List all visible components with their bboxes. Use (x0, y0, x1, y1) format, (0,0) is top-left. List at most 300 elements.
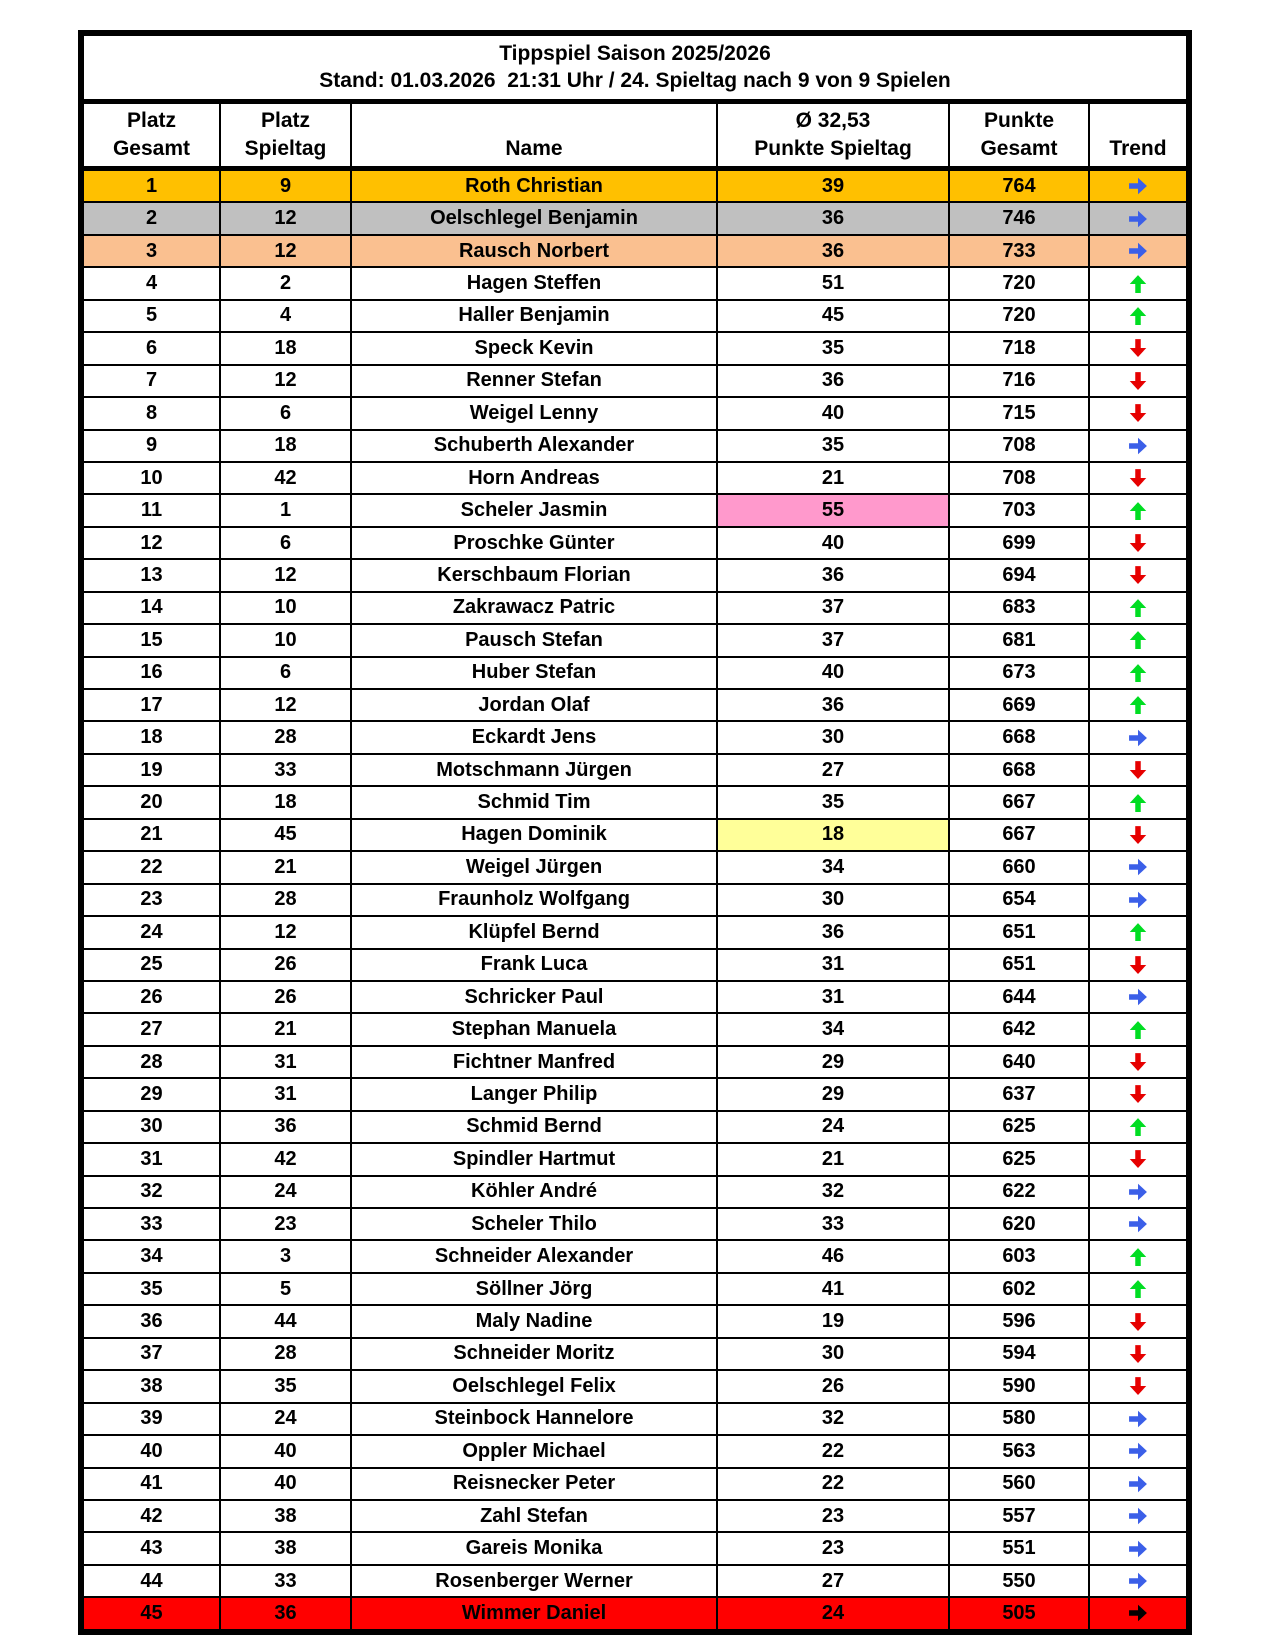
cell-punkte-spieltag: 36 (718, 560, 950, 590)
status-line: Stand: 01.03.2026 21:31 Uhr / 24. Spieltag nach 9 von 9 Spielen (319, 69, 951, 92)
cell-punkte-spieltag: 35 (718, 431, 950, 461)
table-row (84, 755, 1186, 787)
trend-up-arrow-icon (1127, 303, 1149, 329)
cell-platz-spieltag: 40 (221, 1436, 352, 1466)
trend-down-arrow-icon (1127, 335, 1149, 361)
cell-platz-gesamt: 44 (84, 1566, 221, 1596)
trend-down-arrow-icon (1127, 757, 1149, 783)
cell-platz-spieltag: 2 (221, 268, 352, 298)
cell-punkte-gesamt: 708 (950, 431, 1090, 461)
table-row (84, 463, 1186, 495)
cell-name: Hagen Dominik (352, 820, 718, 850)
table-body (84, 171, 1186, 1629)
cell-platz-gesamt: 1 (84, 171, 221, 201)
cell-punkte-gesamt: 602 (950, 1274, 1090, 1304)
cell-punkte-spieltag: 24 (718, 1598, 950, 1628)
cell-punkte-spieltag: 40 (718, 658, 950, 688)
cell-trend (1090, 268, 1186, 298)
cell-platz-spieltag: 36 (221, 1112, 352, 1142)
cell-trend (1090, 1144, 1186, 1174)
cell-punkte-spieltag: 32 (718, 1404, 950, 1434)
table-row (84, 787, 1186, 819)
cell-platz-spieltag: 38 (221, 1501, 352, 1531)
cell-platz-gesamt: 33 (84, 1209, 221, 1239)
cell-platz-spieltag: 5 (221, 1274, 352, 1304)
cell-name: Söllner Jörg (352, 1274, 718, 1304)
cell-name: Maly Nadine (352, 1306, 718, 1336)
cell-punkte-gesamt: 580 (950, 1404, 1090, 1434)
cell-trend (1090, 1598, 1186, 1628)
cell-punkte-gesamt: 668 (950, 722, 1090, 752)
cell-platz-gesamt: 36 (84, 1306, 221, 1336)
trend-up-arrow-icon (1127, 271, 1149, 297)
table-row (84, 885, 1186, 917)
cell-punkte-spieltag: 37 (718, 625, 950, 655)
table-row (84, 1306, 1186, 1338)
cell-punkte-spieltag: 37 (718, 593, 950, 623)
cell-punkte-spieltag: 36 (718, 203, 950, 233)
table-row (84, 1274, 1186, 1306)
cell-punkte-gesamt: 746 (950, 203, 1090, 233)
cell-platz-spieltag: 12 (221, 917, 352, 947)
cell-trend (1090, 593, 1186, 623)
cell-platz-gesamt: 3 (84, 236, 221, 266)
cell-platz-gesamt: 15 (84, 625, 221, 655)
table-row (84, 1469, 1186, 1501)
cell-platz-spieltag: 9 (221, 171, 352, 201)
cell-name: Haller Benjamin (352, 301, 718, 331)
trend-down-arrow-icon (1127, 1146, 1149, 1172)
cell-platz-spieltag: 26 (221, 950, 352, 980)
trend-up-arrow-icon (1127, 1276, 1149, 1302)
cell-name: Gareis Monika (352, 1533, 718, 1563)
trend-right-arrow-icon (1125, 1602, 1151, 1624)
cell-punkte-spieltag: 30 (718, 885, 950, 915)
cell-punkte-gesamt: 720 (950, 301, 1090, 331)
cell-platz-gesamt: 42 (84, 1501, 221, 1531)
cell-platz-spieltag: 31 (221, 1047, 352, 1077)
trend-right-arrow-icon (1125, 240, 1151, 262)
cell-platz-gesamt: 27 (84, 1014, 221, 1044)
cell-platz-spieltag: 45 (221, 820, 352, 850)
trend-up-arrow-icon (1127, 498, 1149, 524)
trend-down-arrow-icon (1127, 1081, 1149, 1107)
trend-right-arrow-icon (1125, 986, 1151, 1008)
cell-trend (1090, 1371, 1186, 1401)
cell-platz-spieltag: 23 (221, 1209, 352, 1239)
cell-platz-spieltag: 42 (221, 463, 352, 493)
column-header-trend: Trend (1109, 137, 1167, 160)
cell-platz-spieltag: 31 (221, 1079, 352, 1109)
cell-punkte-spieltag: 45 (718, 301, 950, 331)
cell-platz-spieltag: 4 (221, 301, 352, 331)
cell-name: Zakrawacz Patric (352, 593, 718, 623)
cell-name: Proschke Günter (352, 528, 718, 558)
cell-name: Horn Andreas (352, 463, 718, 493)
table-row (84, 1371, 1186, 1403)
cell-punkte-gesamt: 699 (950, 528, 1090, 558)
cell-punkte-spieltag: 22 (718, 1436, 950, 1466)
cell-platz-gesamt: 20 (84, 787, 221, 817)
cell-punkte-spieltag: 31 (718, 950, 950, 980)
cell-punkte-gesamt: 668 (950, 755, 1090, 785)
table-row (84, 658, 1186, 690)
cell-punkte-gesamt: 694 (950, 560, 1090, 590)
cell-platz-gesamt: 9 (84, 431, 221, 461)
cell-trend (1090, 1404, 1186, 1434)
trend-down-arrow-icon (1127, 400, 1149, 426)
table-row (84, 625, 1186, 657)
cell-platz-gesamt: 17 (84, 690, 221, 720)
cell-punkte-spieltag: 34 (718, 1014, 950, 1044)
trend-right-arrow-icon (1125, 1570, 1151, 1592)
cell-platz-gesamt: 5 (84, 301, 221, 331)
cell-punkte-gesamt: 703 (950, 495, 1090, 525)
cell-trend (1090, 528, 1186, 558)
cell-trend (1090, 1566, 1186, 1596)
cell-name: Reisnecker Peter (352, 1469, 718, 1499)
cell-punkte-gesamt: 557 (950, 1501, 1090, 1531)
trend-up-arrow-icon (1127, 627, 1149, 653)
cell-punkte-spieltag: 30 (718, 1339, 950, 1369)
trend-up-arrow-icon (1127, 790, 1149, 816)
table-row (84, 1209, 1186, 1241)
cell-platz-gesamt: 4 (84, 268, 221, 298)
cell-platz-spieltag: 24 (221, 1177, 352, 1207)
cell-trend (1090, 1112, 1186, 1142)
cell-name: Schmid Bernd (352, 1112, 718, 1142)
cell-punkte-spieltag: 39 (718, 171, 950, 201)
cell-punkte-spieltag: 36 (718, 236, 950, 266)
trend-down-arrow-icon (1127, 368, 1149, 394)
cell-platz-gesamt: 25 (84, 950, 221, 980)
cell-punkte-spieltag: 36 (718, 917, 950, 947)
table-row (84, 171, 1186, 203)
cell-name: Langer Philip (352, 1079, 718, 1109)
table-row (84, 1436, 1186, 1468)
trend-up-arrow-icon (1127, 1114, 1149, 1140)
cell-platz-spieltag: 36 (221, 1598, 352, 1628)
cell-punkte-gesamt: 642 (950, 1014, 1090, 1044)
cell-platz-gesamt: 16 (84, 658, 221, 688)
cell-platz-gesamt: 6 (84, 333, 221, 363)
cell-trend (1090, 1469, 1186, 1499)
table-row (84, 950, 1186, 982)
cell-punkte-gesamt: 718 (950, 333, 1090, 363)
cell-platz-gesamt: 39 (84, 1404, 221, 1434)
cell-punkte-gesamt: 716 (950, 366, 1090, 396)
cell-trend (1090, 560, 1186, 590)
cell-punkte-spieltag: 29 (718, 1047, 950, 1077)
cell-punkte-gesamt: 596 (950, 1306, 1090, 1336)
cell-punkte-spieltag: 21 (718, 1144, 950, 1174)
page-title: Tippspiel Saison 2025/2026 (499, 42, 771, 65)
cell-punkte-gesamt: 625 (950, 1144, 1090, 1174)
cell-name: Scheler Jasmin (352, 495, 718, 525)
column-header-platz-gesamt: Platz Gesamt (84, 104, 221, 166)
trend-up-arrow-icon (1127, 1017, 1149, 1043)
cell-name: Rosenberger Werner (352, 1566, 718, 1596)
table-row (84, 528, 1186, 560)
cell-punkte-gesamt: 620 (950, 1209, 1090, 1239)
cell-punkte-gesamt: 505 (950, 1598, 1090, 1628)
cell-trend (1090, 366, 1186, 396)
table-row (84, 495, 1186, 527)
cell-trend (1090, 1436, 1186, 1466)
table-row (84, 1404, 1186, 1436)
trend-down-arrow-icon (1127, 1309, 1149, 1335)
table-row (84, 1047, 1186, 1079)
cell-punkte-spieltag: 23 (718, 1501, 950, 1531)
trend-down-arrow-icon (1127, 465, 1149, 491)
cell-platz-gesamt: 2 (84, 203, 221, 233)
table-row (84, 593, 1186, 625)
cell-punkte-spieltag: 27 (718, 755, 950, 785)
cell-platz-gesamt: 12 (84, 528, 221, 558)
cell-platz-spieltag: 21 (221, 1014, 352, 1044)
cell-punkte-spieltag: 26 (718, 1371, 950, 1401)
table-row (84, 366, 1186, 398)
table-row (84, 431, 1186, 463)
cell-punkte-spieltag: 27 (718, 1566, 950, 1596)
cell-platz-gesamt: 18 (84, 722, 221, 752)
trend-right-arrow-icon (1125, 175, 1151, 197)
cell-name: Kerschbaum Florian (352, 560, 718, 590)
trend-right-arrow-icon (1125, 1213, 1151, 1235)
trend-down-arrow-icon (1127, 1373, 1149, 1399)
trend-down-arrow-icon (1127, 562, 1149, 588)
cell-trend (1090, 1533, 1186, 1563)
table-row (84, 301, 1186, 333)
trend-right-arrow-icon (1125, 435, 1151, 457)
cell-name: Pausch Stefan (352, 625, 718, 655)
trend-right-arrow-icon (1125, 1408, 1151, 1430)
table-row (84, 560, 1186, 592)
trend-right-arrow-icon (1125, 1505, 1151, 1527)
cell-platz-spieltag: 12 (221, 236, 352, 266)
cell-platz-gesamt: 40 (84, 1436, 221, 1466)
table-row (84, 820, 1186, 852)
cell-platz-gesamt: 22 (84, 852, 221, 882)
cell-trend (1090, 690, 1186, 720)
cell-platz-gesamt: 21 (84, 820, 221, 850)
cell-punkte-gesamt: 681 (950, 625, 1090, 655)
cell-name: Schuberth Alexander (352, 431, 718, 461)
cell-punkte-spieltag: 22 (718, 1469, 950, 1499)
cell-name: Weigel Lenny (352, 398, 718, 428)
cell-platz-gesamt: 26 (84, 982, 221, 1012)
cell-punkte-spieltag: 18 (718, 820, 950, 850)
cell-trend (1090, 1339, 1186, 1369)
cell-punkte-gesamt: 644 (950, 982, 1090, 1012)
table-row (84, 1501, 1186, 1533)
cell-punkte-spieltag: 40 (718, 528, 950, 558)
cell-punkte-spieltag: 51 (718, 268, 950, 298)
cell-punkte-spieltag: 35 (718, 333, 950, 363)
table-row (84, 1598, 1186, 1628)
table-row (84, 1112, 1186, 1144)
table-row (84, 690, 1186, 722)
table-row (84, 1339, 1186, 1371)
trend-right-arrow-icon (1125, 1440, 1151, 1462)
cell-platz-spieltag: 18 (221, 431, 352, 461)
cell-name: Schneider Moritz (352, 1339, 718, 1369)
cell-platz-spieltag: 3 (221, 1241, 352, 1271)
cell-name: Wimmer Daniel (352, 1598, 718, 1628)
cell-platz-spieltag: 18 (221, 787, 352, 817)
cell-trend (1090, 1306, 1186, 1336)
cell-punkte-gesamt: 550 (950, 1566, 1090, 1596)
column-header-punkte-spieltag: Ø 32,53 Punkte Spieltag (718, 104, 950, 166)
cell-trend (1090, 1241, 1186, 1271)
table-row (84, 1177, 1186, 1209)
table-row (84, 236, 1186, 268)
cell-platz-gesamt: 38 (84, 1371, 221, 1401)
cell-name: Jordan Olaf (352, 690, 718, 720)
cell-trend (1090, 171, 1186, 201)
cell-platz-spieltag: 6 (221, 658, 352, 688)
cell-platz-gesamt: 34 (84, 1241, 221, 1271)
cell-trend (1090, 917, 1186, 947)
cell-platz-spieltag: 6 (221, 398, 352, 428)
cell-name: Zahl Stefan (352, 1501, 718, 1531)
cell-platz-spieltag: 38 (221, 1533, 352, 1563)
cell-punkte-gesamt: 660 (950, 852, 1090, 882)
cell-punkte-gesamt: 667 (950, 820, 1090, 850)
cell-platz-gesamt: 14 (84, 593, 221, 623)
cell-platz-spieltag: 18 (221, 333, 352, 363)
cell-name: Frank Luca (352, 950, 718, 980)
cell-trend (1090, 1274, 1186, 1304)
cell-name: Spindler Hartmut (352, 1144, 718, 1174)
cell-trend (1090, 301, 1186, 331)
cell-punkte-gesamt: 667 (950, 787, 1090, 817)
cell-platz-spieltag: 40 (221, 1469, 352, 1499)
cell-trend (1090, 333, 1186, 363)
cell-trend (1090, 658, 1186, 688)
cell-platz-gesamt: 30 (84, 1112, 221, 1142)
trend-right-arrow-icon (1125, 856, 1151, 878)
cell-punkte-gesamt: 551 (950, 1533, 1090, 1563)
table-row (84, 398, 1186, 430)
cell-platz-spieltag: 28 (221, 1339, 352, 1369)
table-row (84, 917, 1186, 949)
cell-trend (1090, 1079, 1186, 1109)
trend-up-arrow-icon (1127, 595, 1149, 621)
cell-platz-gesamt: 37 (84, 1339, 221, 1369)
cell-platz-gesamt: 32 (84, 1177, 221, 1207)
cell-trend (1090, 495, 1186, 525)
cell-punkte-gesamt: 764 (950, 171, 1090, 201)
table-row (84, 268, 1186, 300)
cell-trend (1090, 1501, 1186, 1531)
cell-name: Motschmann Jürgen (352, 755, 718, 785)
cell-platz-spieltag: 6 (221, 528, 352, 558)
column-header-name: Name (352, 104, 718, 166)
cell-platz-spieltag: 28 (221, 722, 352, 752)
cell-platz-gesamt: 11 (84, 495, 221, 525)
cell-platz-spieltag: 12 (221, 560, 352, 590)
cell-punkte-spieltag: 36 (718, 690, 950, 720)
cell-name: Huber Stefan (352, 658, 718, 688)
cell-punkte-gesamt: 720 (950, 268, 1090, 298)
cell-trend (1090, 236, 1186, 266)
cell-punkte-spieltag: 31 (718, 982, 950, 1012)
cell-platz-spieltag: 1 (221, 495, 352, 525)
trend-up-arrow-icon (1127, 919, 1149, 945)
cell-name: Oppler Michael (352, 1436, 718, 1466)
cell-platz-spieltag: 42 (221, 1144, 352, 1174)
cell-name: Weigel Jürgen (352, 852, 718, 882)
cell-platz-spieltag: 12 (221, 690, 352, 720)
cell-trend (1090, 982, 1186, 1012)
cell-name: Schneider Alexander (352, 1241, 718, 1271)
cell-punkte-spieltag: 35 (718, 787, 950, 817)
cell-punkte-gesamt: 637 (950, 1079, 1090, 1109)
trend-right-arrow-icon (1125, 1181, 1151, 1203)
cell-punkte-spieltag: 32 (718, 1177, 950, 1207)
trend-right-arrow-icon (1125, 1538, 1151, 1560)
cell-trend (1090, 950, 1186, 980)
cell-name: Hagen Steffen (352, 268, 718, 298)
cell-punkte-gesamt: 625 (950, 1112, 1090, 1142)
cell-platz-spieltag: 44 (221, 1306, 352, 1336)
cell-name: Oelschlegel Felix (352, 1371, 718, 1401)
cell-trend (1090, 1177, 1186, 1207)
cell-trend (1090, 787, 1186, 817)
cell-platz-gesamt: 29 (84, 1079, 221, 1109)
cell-punkte-spieltag: 30 (718, 722, 950, 752)
trend-right-arrow-icon (1125, 1473, 1151, 1495)
cell-trend (1090, 1209, 1186, 1239)
cell-name: Klüpfel Bernd (352, 917, 718, 947)
cell-trend (1090, 852, 1186, 882)
cell-platz-spieltag: 35 (221, 1371, 352, 1401)
cell-platz-gesamt: 8 (84, 398, 221, 428)
trend-down-arrow-icon (1127, 1341, 1149, 1367)
table-title-block (84, 36, 1186, 104)
trend-down-arrow-icon (1127, 1049, 1149, 1075)
cell-punkte-spieltag: 24 (718, 1112, 950, 1142)
cell-punkte-gesamt: 673 (950, 658, 1090, 688)
cell-punkte-spieltag: 19 (718, 1306, 950, 1336)
cell-punkte-gesamt: 563 (950, 1436, 1090, 1466)
cell-punkte-spieltag: 33 (718, 1209, 950, 1239)
cell-trend (1090, 820, 1186, 850)
column-header-row (84, 104, 1186, 171)
cell-platz-gesamt: 28 (84, 1047, 221, 1077)
cell-platz-spieltag: 24 (221, 1404, 352, 1434)
trend-right-arrow-icon (1125, 727, 1151, 749)
cell-platz-gesamt: 13 (84, 560, 221, 590)
cell-name: Steinbock Hannelore (352, 1404, 718, 1434)
cell-punkte-gesamt: 622 (950, 1177, 1090, 1207)
cell-punkte-gesamt: 733 (950, 236, 1090, 266)
cell-name: Eckardt Jens (352, 722, 718, 752)
cell-name: Köhler André (352, 1177, 718, 1207)
cell-trend (1090, 463, 1186, 493)
trend-down-arrow-icon (1127, 822, 1149, 848)
cell-punkte-gesamt: 654 (950, 885, 1090, 915)
cell-punkte-gesamt: 651 (950, 950, 1090, 980)
column-header-punkte-gesamt: Punkte Gesamt (950, 104, 1090, 166)
table-row (84, 1079, 1186, 1111)
cell-platz-spieltag: 28 (221, 885, 352, 915)
table-row (84, 1533, 1186, 1565)
cell-name: Schmid Tim (352, 787, 718, 817)
cell-name: Speck Kevin (352, 333, 718, 363)
cell-punkte-gesamt: 603 (950, 1241, 1090, 1271)
